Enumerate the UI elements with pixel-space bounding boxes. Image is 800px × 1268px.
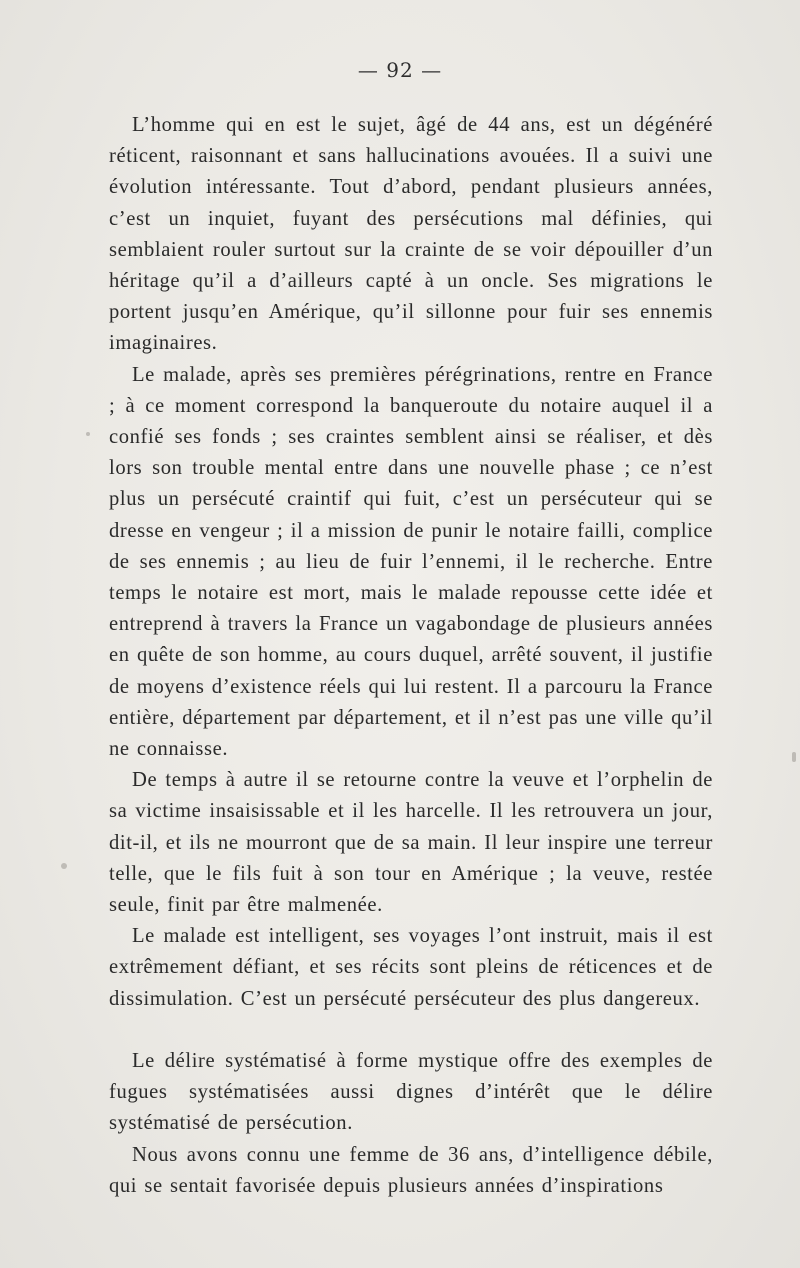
print-speck [61, 863, 67, 869]
print-speck [792, 752, 796, 762]
paragraph-1: L’homme qui en est le sujet, âgé de 44 ans, est un dégénéré réticent, raisonnant et sans hallucinations avouées. Il a suivi une évolution intéressante. Tout d’abord, pendant plusieurs années, c’est un inquiet, fuyant des persécutions mal définies, qui semblaient rouler surtout sur la crainte de se voir dépouiller d’un héritage qu’il a d’ailleurs capté à un oncle. Ses migrations le portent jusqu’en Amérique, qu’il sillonne pour fuir ses ennemis imaginaires. [109, 114, 713, 355]
paragraph-6: Nous avons connu une femme de 36 ans, d’intelligence débile, qui se sentait favorisée depuis plusieurs années d’inspirations [109, 1143, 713, 1197]
section-gap [109, 1015, 713, 1046]
paragraph-2: Le malade, après ses premières pérégrinations, rentre en France ; à ce moment correspond la banqueroute du notaire auquel il a confié ses fonds ; ses craintes semblent ainsi se réaliser, et dès lors son trouble mental entre dans une nouvelle phase ; ce n’est plus un persécuté craintif qui fuit, c’est un persécuteur qui se dresse en vengeur ; il a mission de punir le notaire failli, complice de ses ennemis ; au lieu de fuir l’ennemi, il le recherche. Entre temps le notaire est mort, mais le malade repousse cette idée et entreprend à travers la France un vagabondage de plusieurs années en quête de son homme, au cours duquel, arrêté souvent, il justifie de moyens d’existence réels qui lui restent. Il a parcouru la France entière, département par département, et il n’est pas une ville qu’il ne connaisse. [109, 363, 713, 761]
page-number: — 92 — [357, 58, 443, 82]
print-speck [86, 432, 90, 436]
paragraph-5: Le délire systématisé à forme mystique offre des exemples de fugues systématisées aussi dignes d’intérêt que le délire systématisé de persécution. [109, 1049, 713, 1135]
paragraph-3: De temps à autre il se retourne contre la veuve et l’orphelin de sa victime insaisissable et il les harcelle. Il les retrouvera un jour, dit-il, et ils ne mourront que de sa main. Il leur inspire une terreur telle, que le fils fuit à son tour en Amérique ; la veuve, restée seule, finit par être malmenée. [109, 769, 713, 917]
body-text [109, 110, 713, 1202]
paragraph-4: Le malade est intelligent, ses voyages l’ont instruit, mais il est extrêmement défiant, et ses récits sont pleins de réticences et de dissimulation. C’est un persécuté persécuteur des plus dangereux. [109, 925, 713, 1010]
